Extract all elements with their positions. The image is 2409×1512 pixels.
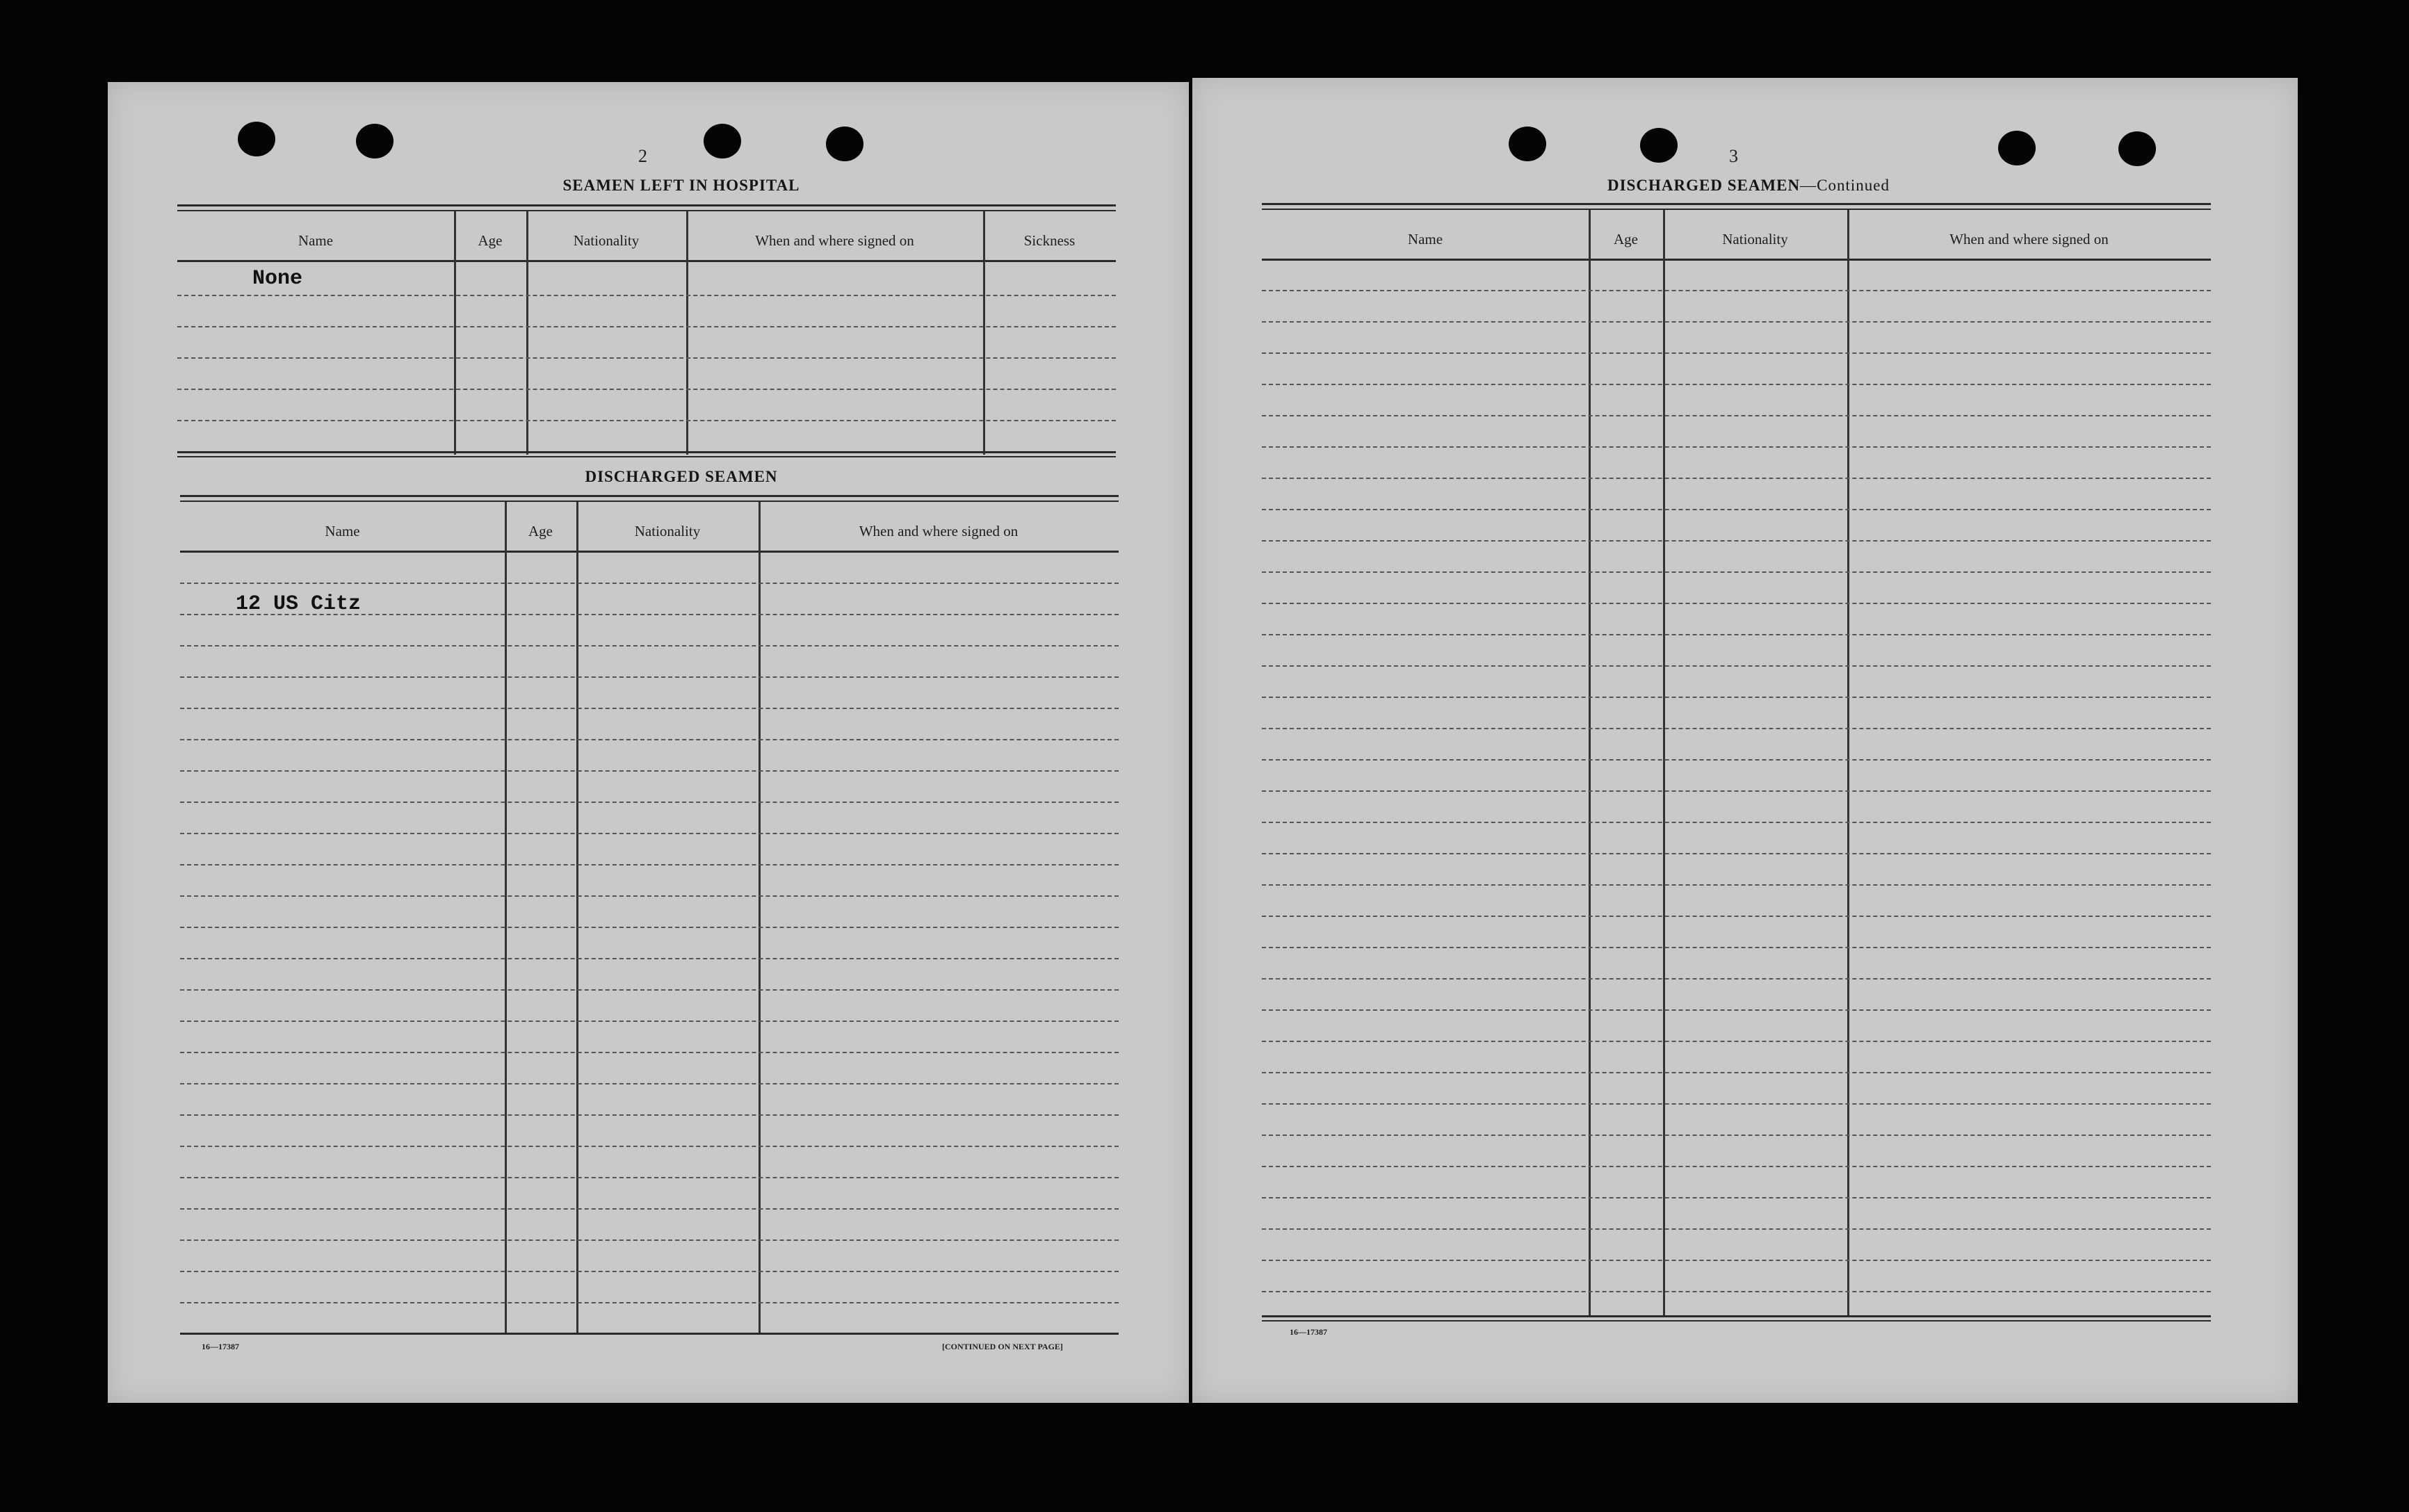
discharged-entry-name: 12 US Citz xyxy=(236,592,362,616)
left-page xyxy=(108,82,1189,1403)
section-title-discharged: DISCHARGED SEAMEN xyxy=(585,468,778,485)
column-header-age: Age xyxy=(528,523,553,539)
column-header-nationality: Nationality xyxy=(1722,231,1788,247)
punch-hole xyxy=(356,124,394,158)
page-number: 2 xyxy=(638,146,647,166)
page-number: 3 xyxy=(1729,146,1738,166)
column-header-signed-on: When and where signed on xyxy=(755,232,914,249)
column-header-signed-on: When and where signed on xyxy=(859,523,1019,539)
column-header-sickness: Sickness xyxy=(1023,232,1076,249)
punch-hole xyxy=(826,127,863,161)
column-header-nationality: Nationality xyxy=(634,523,701,539)
discharged-table xyxy=(180,495,1119,1416)
form-number: 16—17387 xyxy=(202,1342,239,1351)
title-main: DISCHARGED SEAMEN xyxy=(1607,177,1801,194)
punch-hole xyxy=(1998,131,2036,165)
punch-hole xyxy=(704,124,741,158)
punch-hole xyxy=(1509,127,1546,161)
column-header-name: Name xyxy=(298,232,334,249)
column-header-age: Age xyxy=(478,232,503,249)
column-header-signed-on: When and where signed on xyxy=(1949,231,2109,247)
column-header-name: Name xyxy=(325,523,360,539)
punch-hole xyxy=(2118,131,2156,166)
discharged-continued-table xyxy=(1262,203,2211,1392)
column-header-name: Name xyxy=(1407,231,1443,247)
section-title-hospital: SEAMEN LEFT IN HOSPITAL xyxy=(562,177,800,194)
section-title-discharged-continued xyxy=(1505,177,1992,195)
continued-note: [CONTINUED ON NEXT PAGE] xyxy=(942,1342,1063,1351)
punch-hole xyxy=(238,122,275,156)
column-header-age: Age xyxy=(1614,231,1638,247)
title-suffix: —Continued xyxy=(1800,177,1890,194)
column-header-nationality: Nationality xyxy=(573,232,640,249)
hospital-entry-name: None xyxy=(252,267,303,291)
right-page xyxy=(1192,78,2298,1403)
form-number: 16—17387 xyxy=(1290,1327,1327,1337)
punch-hole xyxy=(1640,128,1678,163)
